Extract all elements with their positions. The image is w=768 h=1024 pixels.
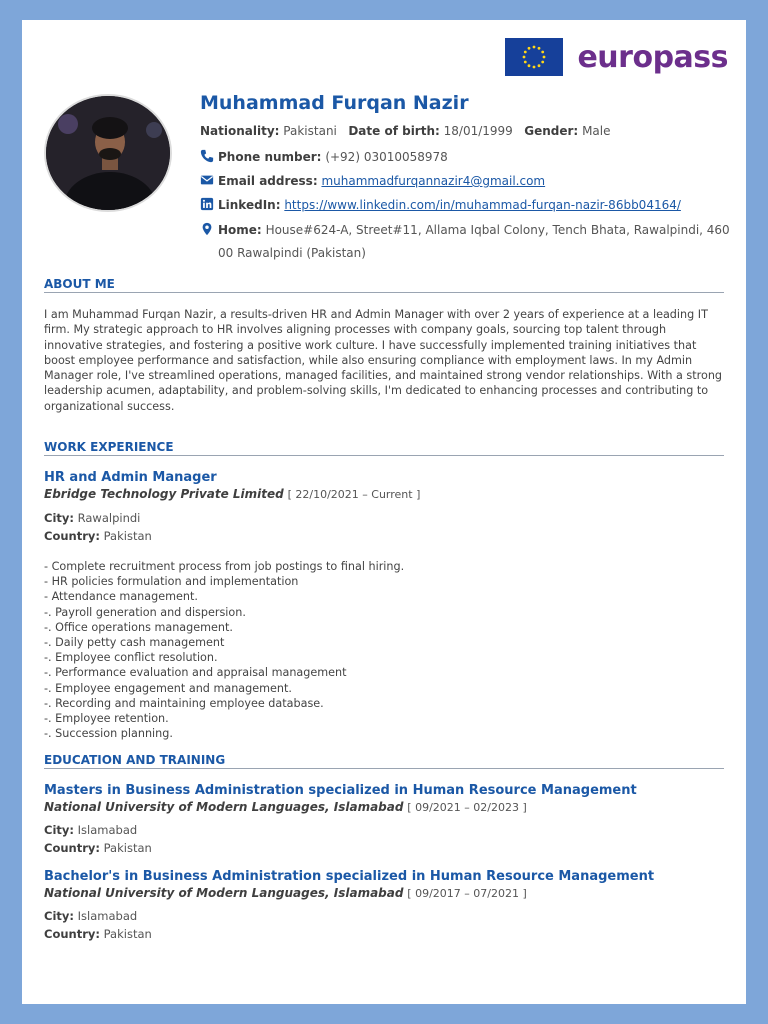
phone-value: (+92) 03010058978	[325, 150, 448, 164]
employer-name: Ebridge Technology Private Limited	[44, 487, 284, 501]
institution-line	[44, 886, 527, 900]
edu-country-row	[44, 841, 152, 855]
institution-name: National University of Modern Languages, Islamabad	[44, 886, 404, 900]
europass-wordmark: europass	[577, 39, 728, 75]
duty-item: -. Office operations management.	[44, 620, 233, 634]
linkedin-icon	[200, 197, 214, 211]
edu-city-label: City:	[44, 823, 74, 837]
about-me-text: I am Muhammad Furqan Nazir, a results-driven HR and Admin Manager with over 2 years of experience at a leading IT firm. My strategic approach to HR involves aligning processes with company goals, sourcing top talent through innovative strategies, and fostering a positive work culture. I have successfully implemented training initiatives that boost employee performance and satisfaction, while also ensuring compliance with employment laws. In my Admin Manager role, I've streamlined operations, managed facilities, and maintained strong vendor relationships. With a strong leadership acumen, adaptability, and problem-solving skills, I'm dedicated to enhancing processes and contributing to organizational success.	[44, 308, 723, 413]
duty-item: -. Performance evaluation and appraisal management	[44, 666, 347, 680]
work-city-row	[44, 511, 140, 525]
email-icon	[200, 173, 214, 187]
duty-item: - Attendance management.	[44, 590, 198, 604]
duty-item: - HR policies formulation and implementation	[44, 575, 299, 589]
profile-photo	[44, 94, 172, 212]
work-city-label: City:	[44, 511, 74, 525]
study-dates: [ 09/2017 – 07/2021 ]	[407, 887, 527, 900]
personal-details-row	[200, 124, 611, 138]
duty-item: -. Succession planning.	[44, 727, 173, 741]
phone-row	[200, 149, 448, 164]
email-label: Email address:	[218, 174, 318, 188]
work-country-value: Pakistan	[103, 529, 152, 543]
email-row	[200, 173, 545, 188]
institution-line	[44, 800, 527, 814]
edu-country-label: Country:	[44, 841, 100, 855]
top-border-band	[0, 0, 768, 20]
dob-label: Date of birth:	[348, 124, 440, 138]
edu-country-value: Pakistan	[103, 841, 152, 855]
work-country-label: Country:	[44, 529, 100, 543]
gender-value: Male	[582, 124, 611, 138]
edu-city-label: City:	[44, 909, 74, 923]
duties-list	[44, 559, 404, 741]
email-link[interactable]: muhammadfurqannazir4@gmail.com	[321, 174, 546, 188]
about-me-heading: ABOUT ME	[44, 277, 724, 293]
home-address-line1: House#624-A, Street#11, Allama Iqbal Colony, Tench Bhata, Rawalpindi, 460	[265, 223, 730, 237]
work-experience-heading: WORK EXPERIENCE	[44, 440, 724, 456]
phone-icon	[200, 149, 214, 163]
duty-item: -. Employee engagement and management.	[44, 681, 292, 695]
edu-city-row	[44, 823, 137, 837]
candidate-name: Muhammad Furqan Nazir	[200, 92, 469, 114]
duty-item: -. Payroll generation and dispersion.	[44, 605, 246, 619]
education-heading: EDUCATION AND TRAINING	[44, 753, 724, 769]
degree-title: Bachelor's in Business Administration specialized in Human Resource Management	[44, 869, 655, 884]
home-address-line2: 00 Rawalpindi (Pakistan)	[218, 246, 366, 260]
job-title: HR and Admin Manager	[44, 470, 217, 485]
left-border-band	[0, 20, 22, 84]
home-row	[200, 222, 730, 237]
duty-item: - Complete recruitment process from job postings to final hiring.	[44, 560, 405, 573]
edu-city-row	[44, 909, 137, 923]
nationality-value: Pakistani	[283, 124, 337, 138]
home-label: Home:	[218, 223, 262, 237]
employer-line	[44, 487, 420, 501]
europass-logo	[505, 38, 728, 76]
location-pin-icon	[200, 222, 214, 236]
right-border-band	[746, 20, 768, 84]
work-city-value: Rawalpindi	[77, 511, 141, 525]
dob-value: 18/01/1999	[443, 124, 513, 138]
degree-title: Masters in Business Administration specialized in Human Resource Management	[44, 783, 637, 798]
institution-name: National University of Modern Languages, Islamabad	[44, 800, 404, 814]
phone-label: Phone number:	[218, 150, 322, 164]
nationality-label: Nationality:	[200, 124, 280, 138]
linkedin-link[interactable]: https://www.linkedin.com/in/muhammad-furqan-nazir-86bb04164/	[284, 198, 681, 212]
edu-country-label: Country:	[44, 927, 100, 941]
bottom-right-border-band	[746, 940, 768, 1024]
edu-city-value: Islamabad	[77, 823, 138, 837]
duty-item: -. Recording and maintaining employee database.	[44, 696, 324, 710]
linkedin-row	[200, 197, 681, 212]
edu-city-value: Islamabad	[77, 909, 138, 923]
bottom-left-border-band	[0, 940, 22, 1024]
work-country-row	[44, 529, 152, 543]
duty-item: -. Employee retention.	[44, 712, 169, 726]
employment-dates: [ 22/10/2021 – Current ]	[287, 488, 421, 501]
duty-item: -. Daily petty cash management	[44, 636, 225, 650]
duty-item: -. Employee conflict resolution.	[44, 651, 218, 665]
edu-country-value: Pakistan	[103, 927, 152, 941]
linkedin-label: LinkedIn:	[218, 198, 281, 212]
edu-country-row	[44, 927, 152, 941]
study-dates: [ 09/2021 – 02/2023 ]	[407, 801, 527, 814]
eu-flag-icon	[505, 38, 563, 76]
gender-label: Gender:	[524, 124, 579, 138]
cv-page	[22, 20, 746, 1004]
